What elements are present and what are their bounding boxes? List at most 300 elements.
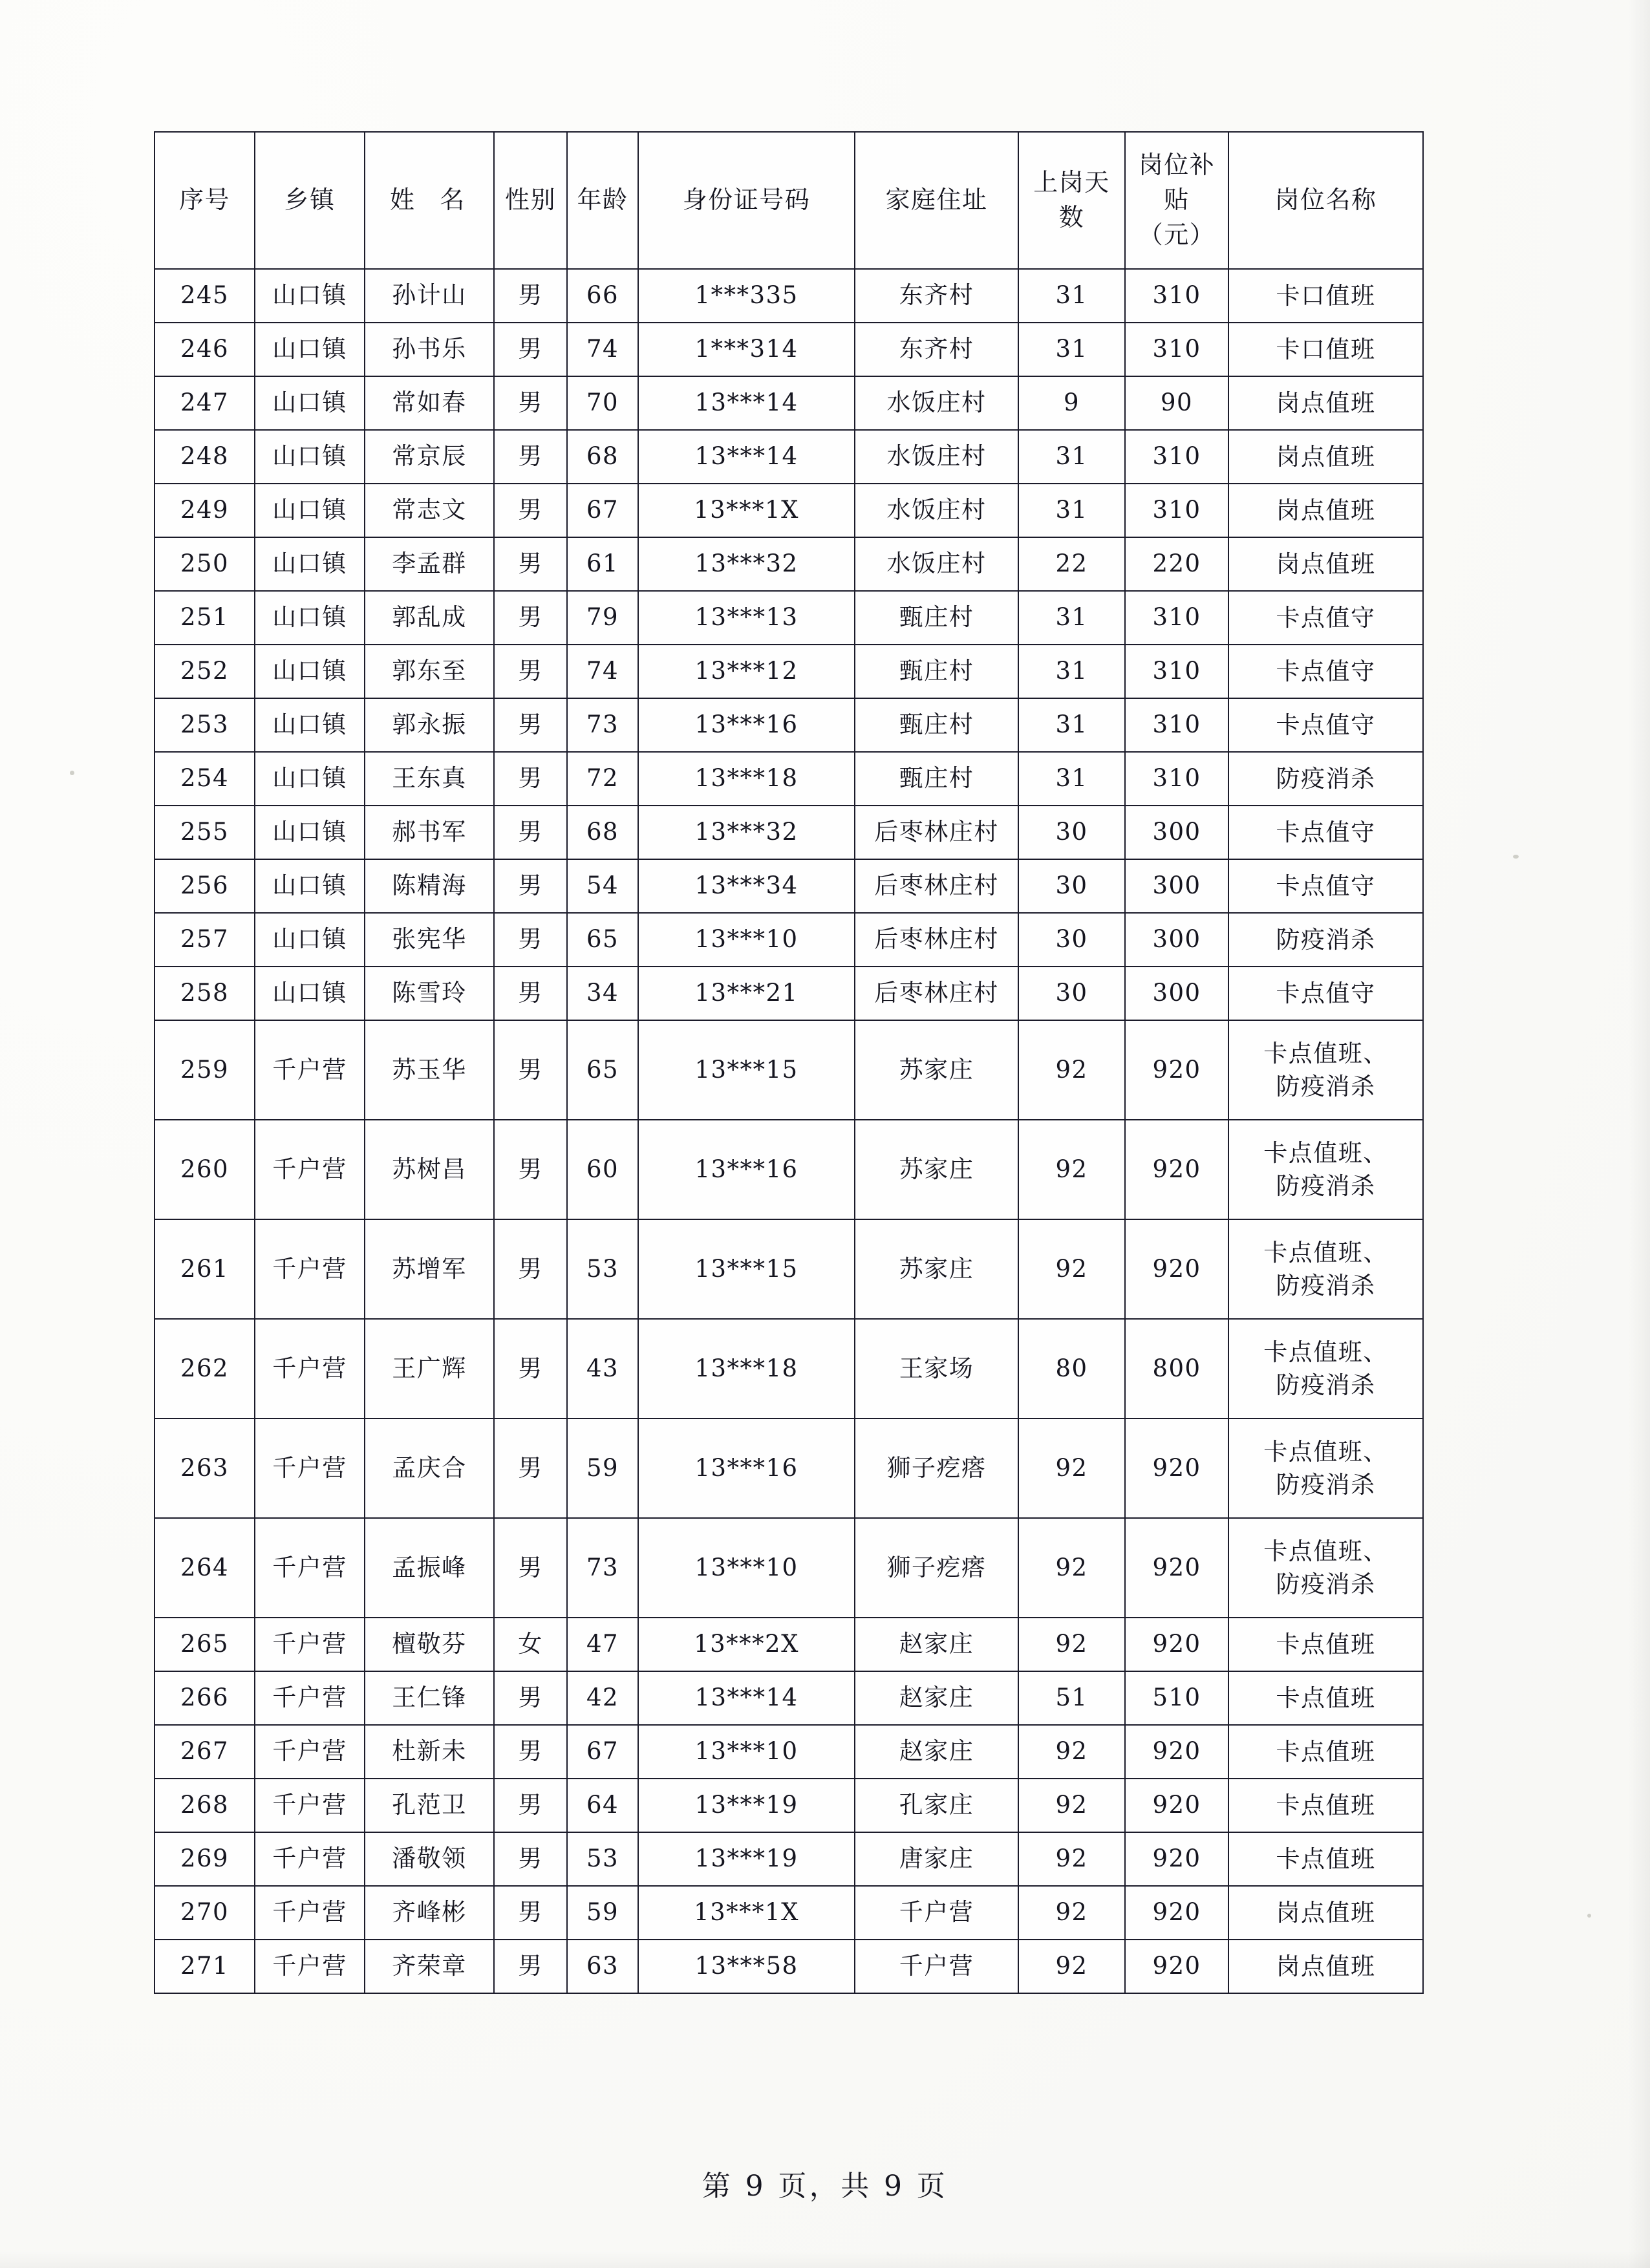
cell-name: 王广辉	[365, 1319, 494, 1418]
cell-seq: 263	[155, 1418, 255, 1518]
cell-name: 王东真	[365, 752, 494, 806]
cell-job	[1228, 591, 1423, 645]
cell-job	[1228, 484, 1423, 537]
cell-addr: 水饭庄村	[855, 484, 1018, 537]
cell-days: 31	[1018, 269, 1125, 323]
cell-days: 22	[1018, 537, 1125, 591]
cell-days: 31	[1018, 484, 1125, 537]
cell-seq: 266	[155, 1671, 255, 1725]
cell-seq: 250	[155, 537, 255, 591]
cell-addr: 后枣林庄村	[855, 859, 1018, 913]
cell-name: 潘敬领	[365, 1832, 494, 1886]
cell-sex: 男	[494, 967, 567, 1020]
column-header-label: 岗位补贴 （元）	[1138, 151, 1216, 249]
column-header-sex	[494, 132, 567, 269]
cell-days: 31	[1018, 752, 1125, 806]
cell-name: 孙书乐	[365, 323, 494, 376]
cell-sex: 男	[494, 537, 567, 591]
cell-town: 千户营	[255, 1319, 365, 1418]
cell-id: 13***1X	[638, 484, 855, 537]
cell-town: 山口镇	[255, 806, 365, 859]
cell-job	[1228, 430, 1423, 484]
cell-seq: 245	[155, 269, 255, 323]
cell-sex: 男	[494, 1779, 567, 1832]
cell-name: 杜新未	[365, 1725, 494, 1779]
cell-seq: 270	[155, 1886, 255, 1940]
cell-name: 郝书军	[365, 806, 494, 859]
column-header-label: 身份证号码	[682, 186, 811, 215]
cell-town: 山口镇	[255, 376, 365, 430]
cell-addr: 水饭庄村	[855, 537, 1018, 591]
cell-days: 92	[1018, 1618, 1125, 1671]
cell-job	[1228, 1120, 1423, 1219]
cell-sex: 男	[494, 806, 567, 859]
cell-job	[1228, 967, 1423, 1020]
cell-age: 67	[567, 484, 638, 537]
cell-addr: 甄庄村	[855, 752, 1018, 806]
cell-age: 68	[567, 806, 638, 859]
table-row	[155, 967, 1423, 1020]
cell-town: 千户营	[255, 1518, 365, 1618]
cell-id: 13***13	[638, 591, 855, 645]
cell-sex: 男	[494, 1120, 567, 1219]
cell-name: 苏增军	[365, 1219, 494, 1319]
cell-id: 13***14	[638, 1671, 855, 1725]
cell-age: 73	[567, 1518, 638, 1618]
cell-seq: 251	[155, 591, 255, 645]
cell-addr: 后枣林庄村	[855, 967, 1018, 1020]
cell-id: 13***15	[638, 1020, 855, 1120]
cell-id: 13***19	[638, 1779, 855, 1832]
cell-days: 92	[1018, 1940, 1125, 1993]
job-line: 卡点值守	[1276, 603, 1376, 632]
roster-table	[154, 131, 1424, 1994]
cell-name: 李孟群	[365, 537, 494, 591]
cell-seq: 252	[155, 645, 255, 698]
cell-sex: 女	[494, 1618, 567, 1671]
cell-sex: 男	[494, 752, 567, 806]
cell-sex: 男	[494, 1832, 567, 1886]
cell-subsidy: 920	[1125, 1020, 1228, 1120]
cell-addr: 东齐村	[855, 323, 1018, 376]
job-line: 防疫消杀	[1276, 1570, 1376, 1598]
cell-seq: 256	[155, 859, 255, 913]
table-row	[155, 1618, 1423, 1671]
cell-job	[1228, 806, 1423, 859]
cell-town: 千户营	[255, 1940, 365, 1993]
table-row	[155, 645, 1423, 698]
cell-id: 13***10	[638, 1725, 855, 1779]
cell-addr: 孔家庄	[855, 1779, 1018, 1832]
table-body	[155, 269, 1423, 1993]
cell-addr: 苏家庄	[855, 1120, 1018, 1219]
column-header-addr	[855, 132, 1018, 269]
cell-id: 13***1X	[638, 1886, 855, 1940]
cell-town: 山口镇	[255, 698, 365, 752]
cell-id: 13***21	[638, 967, 855, 1020]
scan-speck	[1513, 855, 1519, 859]
job-line: 卡点值班、	[1263, 1437, 1388, 1466]
cell-days: 92	[1018, 1418, 1125, 1518]
cell-seq: 247	[155, 376, 255, 430]
cell-days: 80	[1018, 1319, 1125, 1418]
cell-days: 92	[1018, 1886, 1125, 1940]
cell-id: 13***16	[638, 1120, 855, 1219]
table-row	[155, 913, 1423, 967]
cell-age: 68	[567, 430, 638, 484]
cell-subsidy: 90	[1125, 376, 1228, 430]
cell-job	[1228, 1618, 1423, 1671]
cell-subsidy: 310	[1125, 269, 1228, 323]
column-header-label: 家庭住址	[885, 186, 988, 215]
job-line: 卡点值守	[1276, 979, 1376, 1007]
table-row	[155, 1020, 1423, 1120]
cell-town: 山口镇	[255, 269, 365, 323]
cell-job	[1228, 1020, 1423, 1120]
cell-id: 1***335	[638, 269, 855, 323]
cell-days: 92	[1018, 1832, 1125, 1886]
job-line: 卡点值班、	[1263, 1238, 1388, 1267]
scan-shadow-right	[1628, 0, 1650, 2268]
table-row	[155, 752, 1423, 806]
cell-age: 42	[567, 1671, 638, 1725]
cell-subsidy: 220	[1125, 537, 1228, 591]
cell-addr: 甄庄村	[855, 645, 1018, 698]
cell-days: 30	[1018, 913, 1125, 967]
table-row	[155, 1319, 1423, 1418]
job-line: 岗点值班	[1276, 442, 1376, 471]
cell-sex: 男	[494, 269, 567, 323]
cell-sex: 男	[494, 484, 567, 537]
cell-sex: 男	[494, 323, 567, 376]
cell-days: 51	[1018, 1671, 1125, 1725]
cell-job	[1228, 698, 1423, 752]
job-line: 卡口值班	[1276, 335, 1376, 363]
cell-seq: 246	[155, 323, 255, 376]
cell-town: 千户营	[255, 1219, 365, 1319]
cell-id: 13***19	[638, 1832, 855, 1886]
cell-job	[1228, 1518, 1423, 1618]
cell-sex: 男	[494, 1020, 567, 1120]
cell-name: 郭永振	[365, 698, 494, 752]
cell-job	[1228, 913, 1423, 967]
cell-subsidy: 300	[1125, 859, 1228, 913]
cell-seq: 267	[155, 1725, 255, 1779]
cell-name: 张宪华	[365, 913, 494, 967]
job-line: 卡点值班、	[1263, 1537, 1388, 1565]
cell-town: 山口镇	[255, 484, 365, 537]
cell-subsidy: 800	[1125, 1319, 1228, 1418]
cell-town: 山口镇	[255, 323, 365, 376]
scan-speck	[70, 771, 74, 775]
cell-seq: 249	[155, 484, 255, 537]
job-line: 防疫消杀	[1276, 925, 1376, 954]
cell-name: 齐荣章	[365, 1940, 494, 1993]
cell-addr: 东齐村	[855, 269, 1018, 323]
cell-name: 常如春	[365, 376, 494, 430]
job-line: 防疫消杀	[1276, 1073, 1376, 1100]
cell-age: 79	[567, 591, 638, 645]
column-header-label: 年龄	[577, 186, 628, 215]
table-row	[155, 430, 1423, 484]
cell-name: 郭东至	[365, 645, 494, 698]
cell-age: 60	[567, 1120, 638, 1219]
cell-addr: 狮子疙瘩	[855, 1518, 1018, 1618]
cell-id: 13***16	[638, 1418, 855, 1518]
table-row	[155, 1418, 1423, 1518]
cell-subsidy: 310	[1125, 484, 1228, 537]
column-header-subsidy	[1125, 132, 1228, 269]
cell-subsidy: 920	[1125, 1418, 1228, 1518]
column-header-label: 姓 名	[389, 186, 473, 215]
cell-days: 31	[1018, 645, 1125, 698]
column-header-name	[365, 132, 494, 269]
job-line: 防疫消杀	[1276, 1172, 1376, 1200]
cell-job	[1228, 376, 1423, 430]
column-header-age	[567, 132, 638, 269]
cell-sex: 男	[494, 376, 567, 430]
cell-subsidy: 310	[1125, 430, 1228, 484]
cell-seq: 264	[155, 1518, 255, 1618]
cell-age: 65	[567, 913, 638, 967]
cell-town: 千户营	[255, 1725, 365, 1779]
cell-sex: 男	[494, 859, 567, 913]
cell-id: 1***314	[638, 323, 855, 376]
job-line: 卡点值守	[1276, 657, 1376, 685]
job-line: 防疫消杀	[1276, 1471, 1376, 1499]
cell-subsidy: 920	[1125, 1219, 1228, 1319]
cell-seq: 271	[155, 1940, 255, 1993]
job-line: 卡点值班	[1276, 1737, 1376, 1766]
cell-subsidy: 310	[1125, 698, 1228, 752]
column-header-label: 性别	[504, 186, 557, 215]
cell-sex: 男	[494, 1219, 567, 1319]
job-line: 卡点值班	[1276, 1630, 1376, 1658]
cell-sex: 男	[494, 1518, 567, 1618]
cell-name: 苏玉华	[365, 1020, 494, 1120]
cell-name: 孟振峰	[365, 1518, 494, 1618]
cell-id: 13***10	[638, 913, 855, 967]
cell-seq: 269	[155, 1832, 255, 1886]
cell-name: 常京辰	[365, 430, 494, 484]
table-row	[155, 323, 1423, 376]
cell-days: 31	[1018, 698, 1125, 752]
cell-job	[1228, 1725, 1423, 1779]
cell-days: 92	[1018, 1120, 1125, 1219]
cell-addr: 赵家庄	[855, 1618, 1018, 1671]
table-row	[155, 376, 1423, 430]
cell-sex: 男	[494, 913, 567, 967]
scan-speck	[1587, 1914, 1591, 1918]
cell-id: 13***12	[638, 645, 855, 698]
page-footer: 第 9 页，共 9 页	[702, 2170, 948, 2203]
cell-age: 65	[567, 1020, 638, 1120]
cell-age: 34	[567, 967, 638, 1020]
job-line: 卡口值班	[1276, 281, 1376, 310]
cell-town: 山口镇	[255, 537, 365, 591]
job-line: 卡点值守	[1276, 872, 1376, 900]
cell-subsidy: 920	[1125, 1886, 1228, 1940]
cell-addr: 赵家庄	[855, 1671, 1018, 1725]
cell-subsidy: 310	[1125, 323, 1228, 376]
table-row	[155, 1832, 1423, 1886]
cell-seq: 265	[155, 1618, 255, 1671]
cell-subsidy: 300	[1125, 913, 1228, 967]
column-header-seq	[155, 132, 255, 269]
cell-seq: 261	[155, 1219, 255, 1319]
cell-town: 山口镇	[255, 752, 365, 806]
cell-age: 63	[567, 1940, 638, 1993]
cell-seq: 255	[155, 806, 255, 859]
table-row	[155, 1671, 1423, 1725]
job-line: 卡点值班	[1276, 1845, 1376, 1873]
cell-subsidy: 920	[1125, 1518, 1228, 1618]
cell-sex: 男	[494, 1418, 567, 1518]
table-row	[155, 1940, 1423, 1993]
cell-subsidy: 920	[1125, 1779, 1228, 1832]
cell-id: 13***15	[638, 1219, 855, 1319]
cell-town: 千户营	[255, 1832, 365, 1886]
cell-town: 山口镇	[255, 913, 365, 967]
cell-days: 92	[1018, 1779, 1125, 1832]
cell-age: 73	[567, 698, 638, 752]
cell-job	[1228, 752, 1423, 806]
cell-age: 53	[567, 1832, 638, 1886]
cell-age: 74	[567, 323, 638, 376]
cell-job	[1228, 645, 1423, 698]
cell-name: 檀敬芬	[365, 1618, 494, 1671]
table-header-row	[155, 132, 1423, 269]
cell-town: 山口镇	[255, 645, 365, 698]
table-row	[155, 859, 1423, 913]
table-row	[155, 1779, 1423, 1832]
cell-name: 郭乱成	[365, 591, 494, 645]
cell-subsidy: 920	[1125, 1832, 1228, 1886]
cell-addr: 后枣林庄村	[855, 913, 1018, 967]
cell-age: 66	[567, 269, 638, 323]
cell-age: 70	[567, 376, 638, 430]
cell-addr: 狮子疙瘩	[855, 1418, 1018, 1518]
table-row	[155, 1518, 1423, 1618]
cell-days: 92	[1018, 1518, 1125, 1618]
cell-days: 92	[1018, 1219, 1125, 1319]
cell-days: 31	[1018, 591, 1125, 645]
cell-job	[1228, 1779, 1423, 1832]
cell-subsidy: 300	[1125, 806, 1228, 859]
cell-addr: 水饭庄村	[855, 376, 1018, 430]
cell-seq: 262	[155, 1319, 255, 1418]
job-line: 岗点值班	[1276, 496, 1376, 524]
cell-town: 山口镇	[255, 967, 365, 1020]
cell-days: 30	[1018, 806, 1125, 859]
cell-age: 67	[567, 1725, 638, 1779]
roster-table-container	[154, 131, 1422, 1994]
cell-job	[1228, 269, 1423, 323]
cell-addr: 赵家庄	[855, 1725, 1018, 1779]
cell-addr: 千户营	[855, 1886, 1018, 1940]
job-line: 卡点值班、	[1263, 1139, 1388, 1167]
cell-sex: 男	[494, 591, 567, 645]
cell-id: 13***14	[638, 430, 855, 484]
cell-town: 千户营	[255, 1886, 365, 1940]
cell-name: 孙计山	[365, 269, 494, 323]
cell-addr: 后枣林庄村	[855, 806, 1018, 859]
cell-job	[1228, 1940, 1423, 1993]
cell-seq: 254	[155, 752, 255, 806]
table-row	[155, 591, 1423, 645]
table-row	[155, 1725, 1423, 1779]
cell-town: 山口镇	[255, 430, 365, 484]
job-line: 岗点值班	[1276, 1898, 1376, 1927]
cell-name: 苏树昌	[365, 1120, 494, 1219]
cell-id: 13***10	[638, 1518, 855, 1618]
cell-addr: 甄庄村	[855, 698, 1018, 752]
table-row	[155, 269, 1423, 323]
cell-sex: 男	[494, 1319, 567, 1418]
cell-age: 53	[567, 1219, 638, 1319]
cell-name: 孟庆合	[365, 1418, 494, 1518]
cell-sex: 男	[494, 1940, 567, 1993]
cell-age: 59	[567, 1886, 638, 1940]
cell-subsidy: 510	[1125, 1671, 1228, 1725]
cell-id: 13***2X	[638, 1618, 855, 1671]
job-line: 岗点值班	[1276, 389, 1376, 417]
cell-job	[1228, 1319, 1423, 1418]
cell-age: 54	[567, 859, 638, 913]
cell-age: 59	[567, 1418, 638, 1518]
cell-age: 61	[567, 537, 638, 591]
column-header-town	[255, 132, 365, 269]
table-row	[155, 1120, 1423, 1219]
cell-name: 陈雪玲	[365, 967, 494, 1020]
cell-seq: 248	[155, 430, 255, 484]
cell-days: 92	[1018, 1725, 1125, 1779]
cell-sex: 男	[494, 698, 567, 752]
cell-town: 山口镇	[255, 591, 365, 645]
cell-job	[1228, 859, 1423, 913]
cell-seq: 258	[155, 967, 255, 1020]
cell-job	[1228, 1418, 1423, 1518]
job-line: 卡点值班	[1276, 1684, 1376, 1712]
cell-subsidy: 300	[1125, 967, 1228, 1020]
cell-subsidy: 310	[1125, 591, 1228, 645]
table-header	[155, 132, 1423, 269]
cell-name: 齐峰彬	[365, 1886, 494, 1940]
cell-addr: 唐家庄	[855, 1832, 1018, 1886]
cell-job	[1228, 323, 1423, 376]
column-header-label: 序号	[178, 186, 231, 215]
table-row	[155, 1886, 1423, 1940]
cell-seq: 260	[155, 1120, 255, 1219]
job-line: 防疫消杀	[1276, 1272, 1376, 1300]
cell-job	[1228, 1219, 1423, 1319]
cell-name: 常志文	[365, 484, 494, 537]
table-row	[155, 537, 1423, 591]
cell-town: 千户营	[255, 1418, 365, 1518]
cell-days: 31	[1018, 323, 1125, 376]
cell-days: 92	[1018, 1020, 1125, 1120]
job-line: 防疫消杀	[1276, 1371, 1376, 1399]
table-row	[155, 484, 1423, 537]
cell-subsidy: 920	[1125, 1725, 1228, 1779]
cell-addr: 苏家庄	[855, 1219, 1018, 1319]
cell-addr: 千户营	[855, 1940, 1018, 1993]
cell-id: 13***58	[638, 1940, 855, 1993]
job-line: 卡点值班、	[1263, 1338, 1388, 1366]
cell-days: 31	[1018, 430, 1125, 484]
cell-job	[1228, 1671, 1423, 1725]
column-header-days	[1018, 132, 1125, 269]
